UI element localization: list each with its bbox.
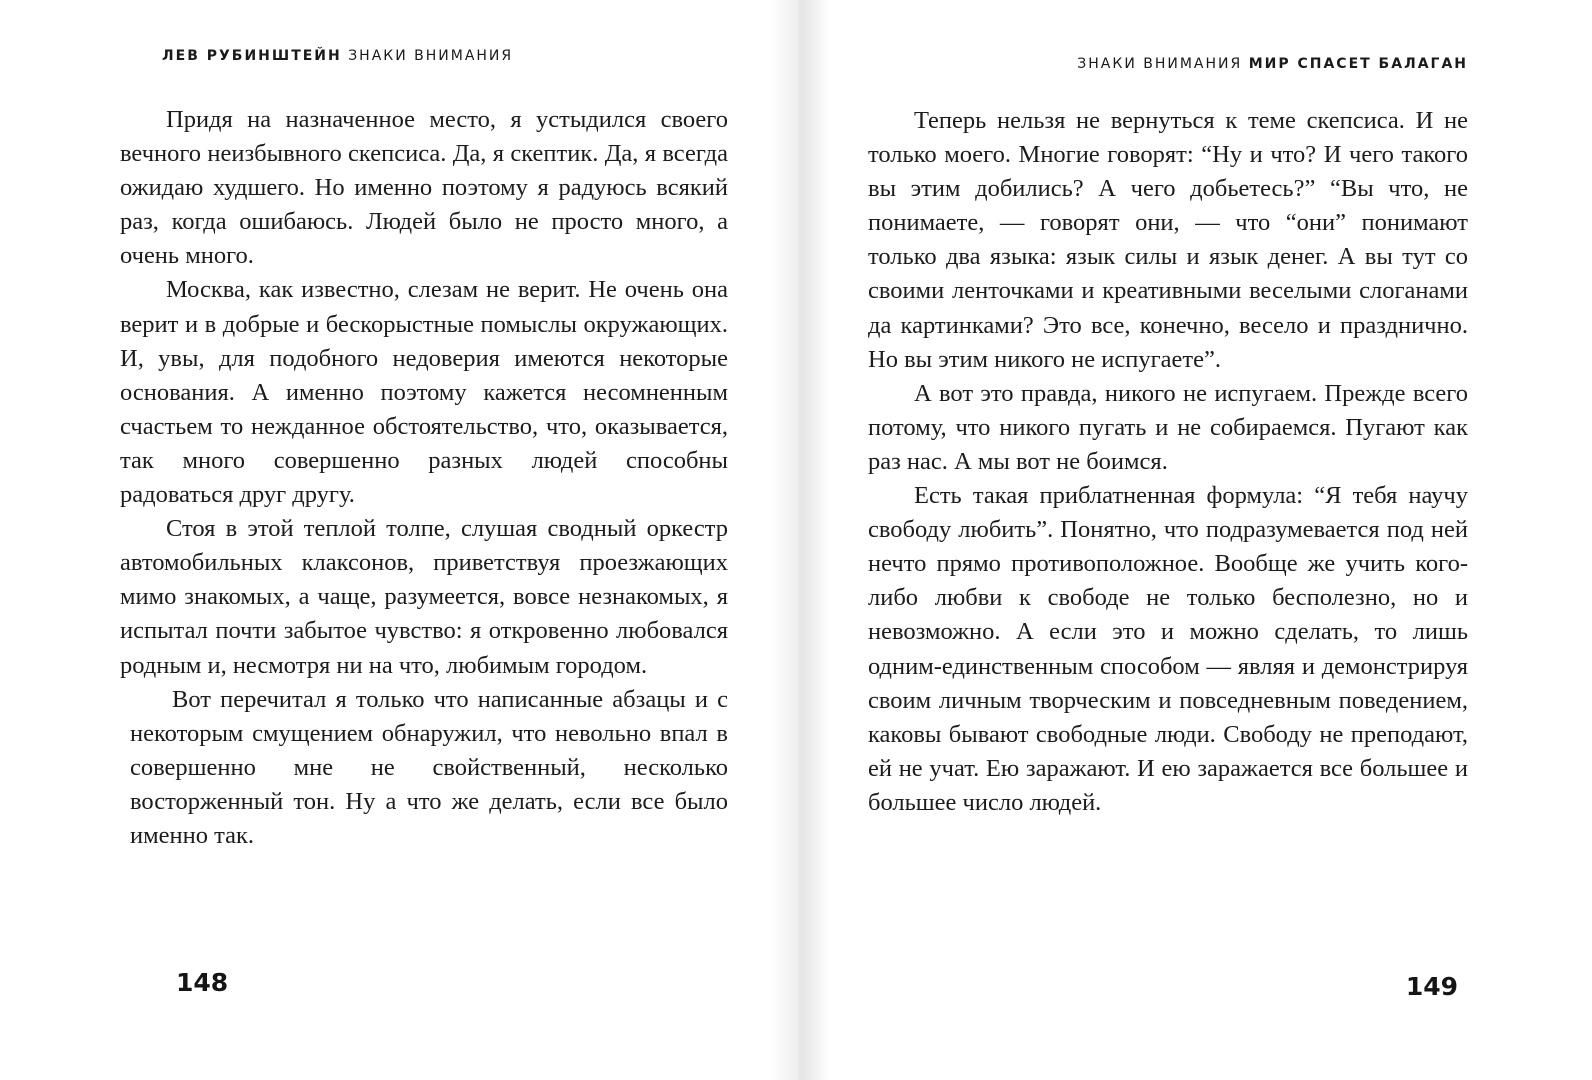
running-head-chapter: МИР СПАСЕТ БАЛАГАН [1248, 56, 1468, 72]
paragraph: А вот это правда, никого не испугаем. Прежде всего потому, что никого пугать и не собираемся. Пугают как раз нас. А мы вот не боимся. [868, 379, 1468, 475]
page-number-left: 148 [176, 968, 229, 997]
running-head-left [162, 48, 513, 64]
paragraph: Придя на назначенное место, я устыдился своего вечного неизбывного скепсиса. Да, я скептик. Да, я всегда ожидаю худшего. Но именно поэтому я радуюсь всякий раз, когда ошибаюсь. Людей было не просто много, а очень много. [120, 106, 728, 270]
running-head-book-right: ЗНАКИ ВНИМАНИЯ [1077, 56, 1243, 72]
paragraph: Теперь нельзя не вернуться к теме скепсиса. И не только моего. Многие говорят: “Ну и что? И чего такого вы этим добились? А чего добьетесь?” “Вы что, не понимаете, — говорят они, — что “они” понимают только два языка: язык силы и язык денег. А вы тут со своими ленточками и креативными веселыми слоганами да картинками? Это все, конечно, весело и празднично. Но вы этим никого не испугаете”. [868, 107, 1468, 373]
left-page-text [120, 103, 728, 853]
book-gutter [770, 0, 830, 1080]
running-head-author: ЛЕВ РУБИНШТЕЙН [162, 48, 342, 64]
paragraph: Москва, как известно, слезам не верит. Не очень она верит и в добрые и бескорыстные помыслы окружающих. И, увы, для подобного недоверия имеются некоторые основания. А именно поэтому кажется несомненным счастьем то нежданное обстоятельство, что, оказывается, так много совершенно разных людей способны радоваться друг другу. [120, 276, 728, 509]
paragraph: Стоя в этой теплой толпе, слушая сводный оркестр автомобильных клаксонов, приветствуя проезжающих мимо знакомых, а чаще, разумеется, вовсе незнакомых, я испытал почти забытое чувство: я откровенно любовался родным и, несмотря ни на что, любимым городом. [120, 515, 728, 679]
right-page-text [868, 104, 1468, 820]
page-number-right: 149 [1405, 972, 1458, 1001]
left-page [120, 0, 728, 1080]
right-page [868, 0, 1468, 1080]
running-head-book-left: ЗНАКИ ВНИМАНИЯ [348, 48, 514, 64]
running-head-right [1077, 56, 1468, 72]
paragraph: Есть такая приблатненная формула: “Я тебя научу свободу любить”. Понятно, что подразумевается под ней нечто прямо противоположное. Вообще же учить кого-либо любви к свободе не только бесполезно, но и невозможно. А если это и можно сделать, то лишь одним-единственным способом — являя и демонстрируя своим личным творческим и повседневным поведением, каковы бывают свободные люди. Свободу не преподают, ей не учат. Ею заражают. И ею заражается все большее и большее число людей. [868, 482, 1468, 816]
paragraph: Вот перечитал я только что написанные абзацы и с некоторым смущением обнаружил, что невольно впал в совершенно мне не свойственный, несколько восторженный тон. Ну а что же делать, если все было именно так. [130, 685, 728, 849]
